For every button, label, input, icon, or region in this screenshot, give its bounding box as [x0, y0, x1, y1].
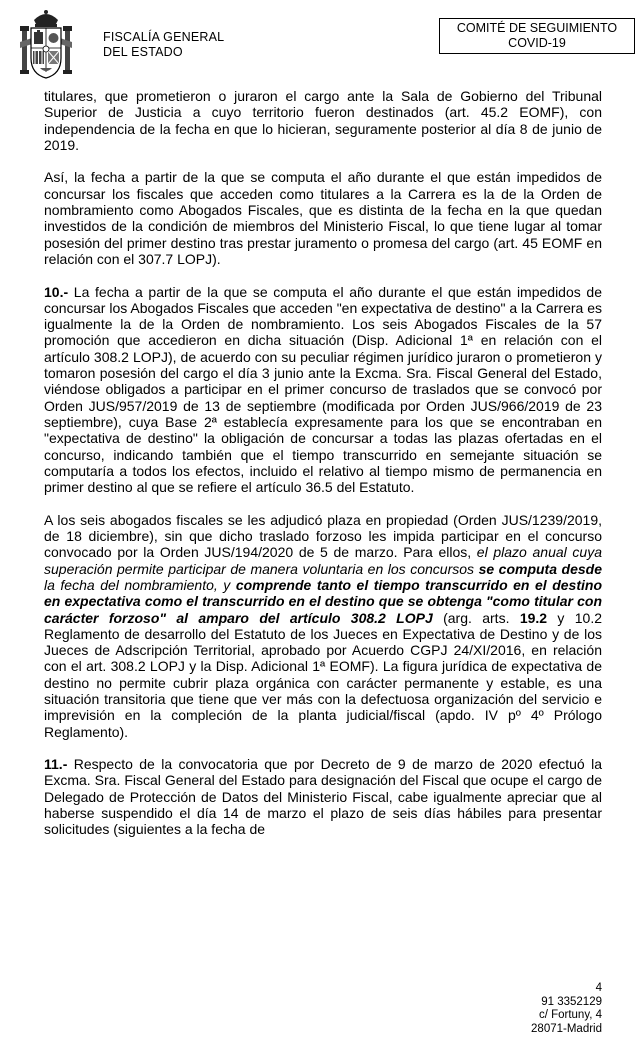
organization-name [103, 30, 224, 60]
page-header [0, 0, 638, 88]
committee-box [439, 18, 635, 54]
section-number-10: 10.- [44, 283, 69, 300]
document-body [44, 88, 602, 854]
committee-line-2: COVID-19 [508, 36, 566, 50]
footer-phone: 91 3352129 [541, 995, 602, 1008]
paragraph-2: Así, la fecha a partir de la que se computa el año durante el que están impedidos de concursar los fiscales que acceden como titulares a la Carrera es la de la Orden de nombramiento como Abogados Fiscales, que es distinta de la fecha en la que quedan investidos de la condición de miembros del Ministerio Fiscal, lo que tiene lugar al tomar posesión del primer destino tras prestar juramento o promesa del cargo (art. 45 EOMF en relación con el 307.7 LOPJ). [44, 169, 602, 267]
footer-street: c/ Fortuny, 4 [538, 1009, 602, 1022]
paragraph-1: titulares, que prometieron o juraron el cargo ante la Sala de Gobierno del Tribunal Superior de Justicia a cuyo territorio fueron destinados (art. 45.2 EOMF), con independencia de la fecha en que lo hicieran, seguramente posterior al día 8 de junio de 2019. [44, 88, 602, 153]
spain-coat-of-arms-icon [20, 8, 72, 80]
paragraph-4-part-b: el plazo anual cuya superación permite participar de manera voluntaria en los concursos [44, 544, 602, 577]
footer-city: 28071-Madrid [531, 1023, 602, 1036]
section-number-11: 11.- [44, 756, 68, 773]
paragraph-5 [44, 756, 602, 837]
paragraph-4-part-e: comprende tanto el tiempo transcurrido en el destino en expectativa como el transcurrido en el destino que se obtenga "como titular con carácter forzoso" al amparo del artículo 308.2 LOPJ [44, 576, 602, 626]
paragraph-4-part-c: se computa desde [478, 560, 602, 577]
organization-line-2: DEL ESTADO [103, 45, 183, 59]
paragraph-3-text: La fecha a partir de la que se computa el año durante el que están impedidos de concursar los Abogados Fiscales que acceden "en expectativa de destino" a la Carrera es igualmente la de la Orden de nombramiento. Los seis Abogados Fiscales de la 57 promoción que accedieron en dicha situación (Disp. Adicional 1ª en relación con el artículo 308.2 LOPJ), de acuerdo con su peculiar régimen jurídico juraron o prometieron y tomaron posesión del cargo el día 3 junio ante la Excma. Sra. Fiscal General del Estado, viéndose obligados a participar en el primer concurso de traslados que se convocó por Orden JUS/957/2019 de 13 de septiembre (modificada por Orden JUS/966/2019 de 23 septiembre), cuya Base 2ª establecía expresamente para los que se encontraban en "expectativa de destino" la obligación de concursar a todas las plazas ofertadas en el concurso, indicando también que el tiempo transcurrido en semejante situación se computaría a todos los efectos, incluido el relativo al tiempo mismo de permanencia en primer destino al que se refiere el artículo 36.5 del Estatuto. [44, 283, 602, 496]
paragraph-4-part-h: y 10.2 Reglamento de desarrollo del Estatuto de los Jueces en Expectativa de Destino y de los Jueces de Adscripción Territorial, aprobado por Acuerdo CGPJ 24/XI/2016, en relación con el art. 308.2 LOPJ y la Disp. Adicional 1ª EOMF). La figura jurídica de expectativa de destino no permite cubrir plaza orgánica con carácter permanente y estable, es una situación transitoria que tiene que ver más con la defectuosa organización del servicio e imprevisión en la compleción de la planta judicial/fiscal (apdo. IV pº 4º Prólogo Reglamento). [44, 609, 603, 740]
paragraph-5-text: Respecto de la convocatoria que por Decreto de 9 de marzo de 2020 efectuó la Excma. Sra. Fiscal General del Estado para designación del Fiscal que ocupe el cargo de Delegado de Protección de Datos del Ministerio Fiscal, cabe igualmente apreciar que al haberse suspendido el día 14 de marzo el plazo de seis días hábiles para presentar solicitudes (siguientes a la fecha de [44, 756, 602, 838]
page-footer [531, 982, 602, 1037]
paragraph-4-part-d: la fecha del nombramiento, y [44, 576, 236, 593]
page-number: 4 [595, 982, 602, 994]
organization-line-1: FISCALÍA GENERAL [103, 30, 225, 44]
paragraph-3 [44, 284, 602, 496]
paragraph-4-part-g: 19.2 [519, 609, 548, 626]
paragraph-4-part-f: (arg. arts. [432, 609, 520, 626]
committee-line-1: COMITÉ DE SEGUIMIENTO [456, 21, 618, 35]
paragraph-4-part-a: A los seis abogados fiscales se les adjudicó plaza en propiedad (Orden JUS/1239/2019, de 18 diciembre), sin que dicho traslado forzoso les impida participar en el concurso convocado por la Orden JUS/194/2020 de 5 de marzo. Para ellos, [44, 511, 602, 561]
paragraph-4 [44, 512, 602, 740]
